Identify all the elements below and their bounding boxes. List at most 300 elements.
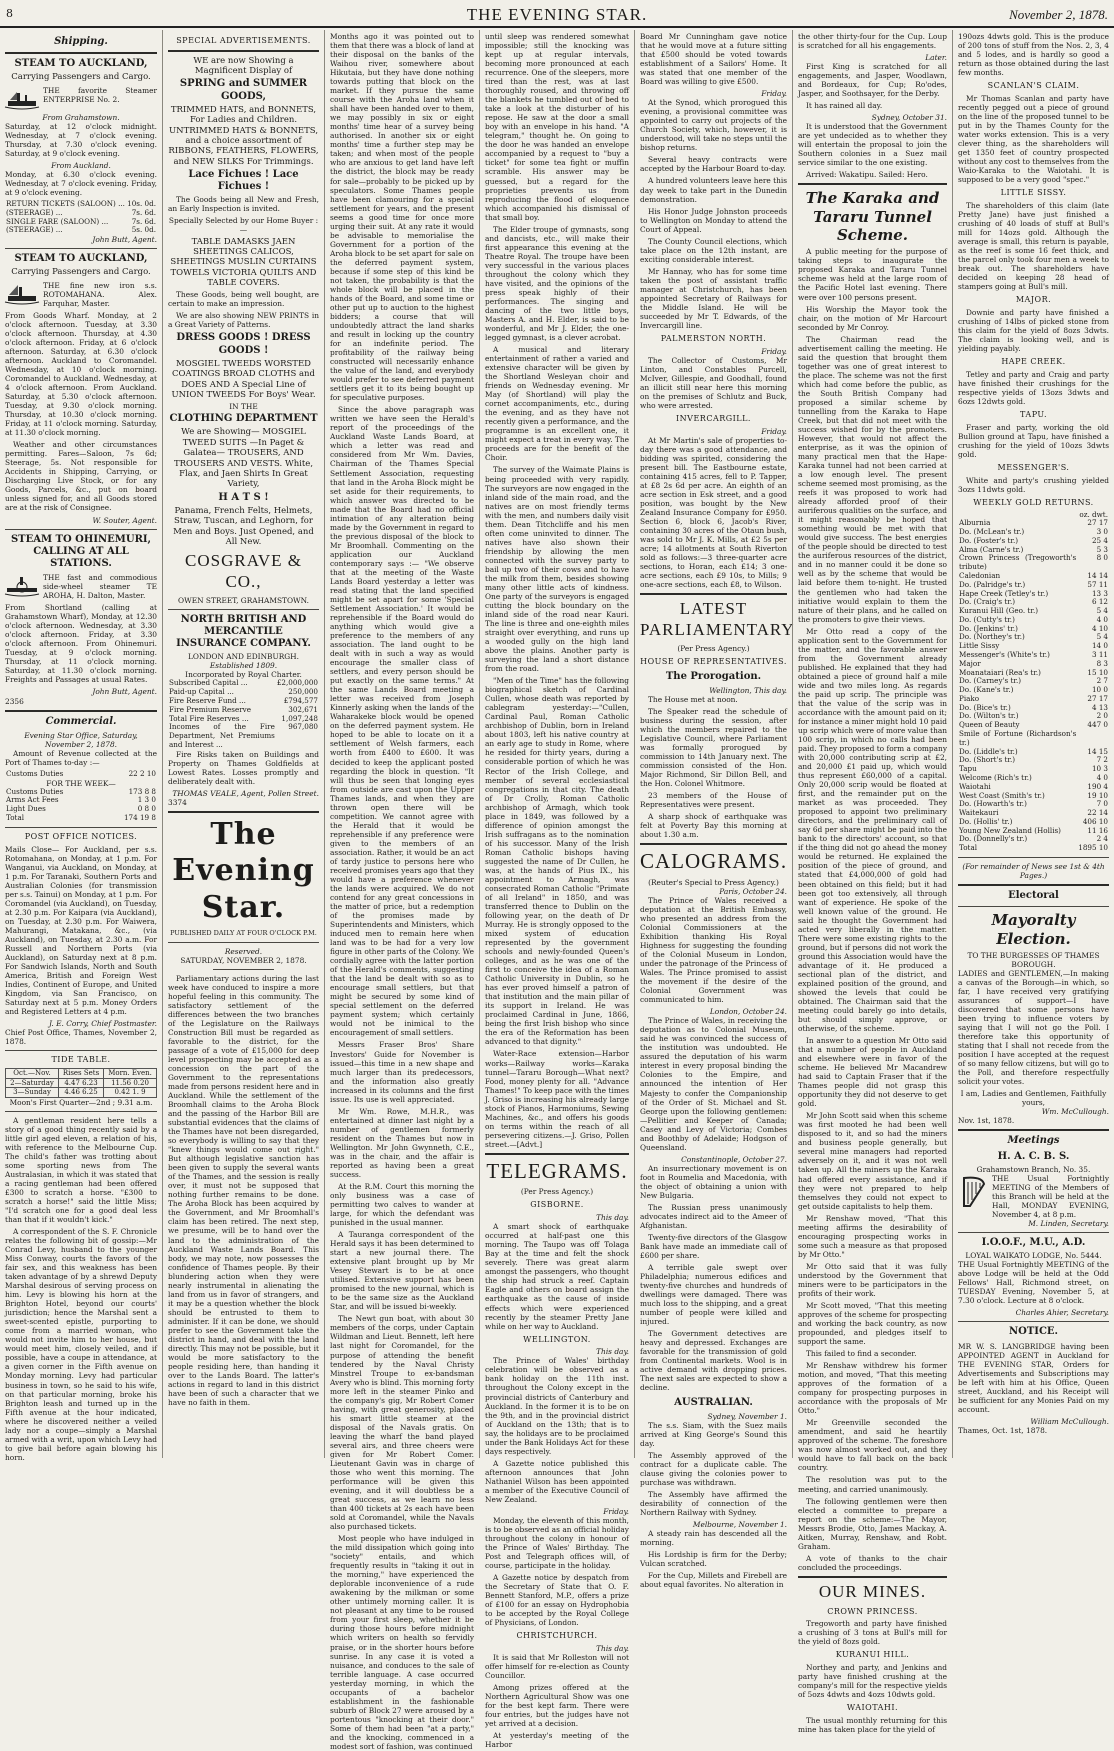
society-name: H. A. C. B. S. [997, 1150, 1070, 1162]
article-paragraph: The Chairman read the advertisement calling the meeting. He said the question that brought them together was one of great interest to the place. The scheme was not the first which had come before the public, as the South British Company had proposed a similar scheme by tunnelling from the Karaka to Hape Creek, but that did not meet with the success wished for by the promoters. However, that would not affect the enterprise, as it was the opinion of many practical men that the Hape-Karaka tunnel had not been carried at a low enough level. The present scheme seemed most promising, as the reefs it was proposed to work had already afforded proof of their auriferous qualities on the surface, and it might reasonably be hoped that something would be met with that would give success. The best energies of the people should be directed to test the auriferous resources of the district, and in no manner could it be done so well as by the scheme that would be laid before them to-night. He trusted the gentlemen who had taken the initiative would explain to them the nature of their plans, and he called on the promoters to give their views. [798, 334, 947, 624]
from-label: From Grahamstown. [42, 112, 120, 122]
meeting-notice [958, 1174, 1109, 1219]
dateline-day: Later. [925, 53, 947, 63]
article-paragraph: until sleep was rendered somewhat impossible; still the knocking was kept up at regular intervals, becoming more pronounced at each recurrence. One of the sleepers, more tired than the rest, was at last thoroughly roused, and throwing off the blankets he tumbled out of bed to take a look at the disturber of his repose. He saw at the door a small boy with an envelope in his hand. "A telegram," thought he. On going to the door he was handed an envelope accompanied by a request to "buy a ticket" for some tea fight or muffin scramble. His answer may be guessed, but a regard for the proprieties prevents us from reproducing the flood of eloquence which accompanied his dismissal of that small boy. [485, 32, 629, 222]
dateline-day: Friday. [603, 1506, 629, 1516]
columns [0, 30, 1114, 1751]
secretary-signature: Charles Ahier, Secretary. [1015, 1308, 1109, 1318]
table-row: Do. (Foster's tr.) 25 4 [959, 535, 1108, 545]
mine-paragraph: 190ozs 4dwts gold. This is the produce of 200 tons of stuff from the Nos. 2, 3, 4 and 5 lodes, and is hardly so good a return as those obtained during the last few months. [958, 32, 1109, 78]
telegram-paragraph: the other thirty-four for the Cup. Loup is scratched for all his engagements. [798, 32, 947, 51]
divider [5, 1111, 157, 1112]
table-row: Fire Reserve Fund ... £794,577 [169, 695, 318, 705]
article-paragraph: Mr Otto said that it was fully understood by the Government that miners were to be participators in the profits of their work. [798, 1261, 947, 1298]
mine-heading: SCANLAN'S CLAIM. [987, 81, 1080, 91]
table-row: Do. (Palridge's tr.) 57 11 [959, 579, 1108, 589]
fares-table [5, 200, 157, 235]
advertisement-paragraph: Water-Race extension—Harbor works—Railway works—Karaka tunnel—Tararu Borough—What next? Food, money plenty for all. "Advance Thames!" To keep pace with the times J. Griso is increasing his already large stock of Pianos, Harmoniums, Sewing Machines, &c., and offers his goods on terms within the reach of all persevering citizens.—J. Griso, Pollen street.—[Advt.] [485, 1049, 629, 1149]
mine-heading: CROWN PRINCESS. [827, 1606, 918, 1616]
ad-text: The Goods being all New and Fresh, an Early Inspection is invited. [168, 195, 319, 214]
article-paragraph: Most people who have indulged in the mild dissipation which going into "society" entails, and which frequently results in "taking it out in the morning," have experienced the deplorable inconvenience of a rude awakening by the milkman or some other untimely morning caller. It is not pleasant at any time to be roused from your first sleep, whether it be during those hours before midnight which writers on health so fervidly praise, or in the shorter hours before sunrise. In any case it is voted a nuisance, and conduces to the sale of terrible language. A case occurred yesterday morning, in which the occupants of a bachelor establishment in the fashionable suburb of Block 27 were aroused by a portentous "knocking at their door." Some of them had been "at a party," and the knocking, commenced in a modest sort of fashion, was continued [330, 1534, 474, 1751]
telegram-paragraph: A sharp shock of earthquake was felt at Poverty Bay this morning at about 1.30 a.m. [640, 812, 787, 840]
dateline-day: London, October 24. [709, 1007, 787, 1017]
ad-items: TRIMMED HATS, and BONNETS, For Ladies and Children. UNTRIMMED HATS & BONNETS, and a choice assortment of RIBBONS, FEATHERS, FLOWERS, and NEW SILKS For Trimmings. [168, 104, 319, 167]
mine-paragraph: Northey and party, and Jenkins and party have finished crushing at the company's mill for the respective yields of 5ozs 4dwts and 4ozs 10dwts gold. [798, 1663, 947, 1700]
dateline-place: CHRISTCHURCH. [516, 1631, 598, 1641]
reserved-note: Reserved. [224, 946, 263, 956]
ad-text: We are also showing NEW PRINTS in a Great Variety of Patterns. [168, 311, 319, 330]
house-heading: HOUSE OF REPRESENTATIVES. [640, 656, 787, 666]
table-row: Moanataiari (Rea's tr.) 15 10 [959, 667, 1108, 677]
ad-number: 3374 [168, 797, 187, 807]
publication-note: PUBLISHED DAILY AT FOUR O'CLOCK P.M. [170, 928, 317, 937]
ad-text: These Goods, being well bought, are certain to make an impression. [168, 290, 319, 309]
table-row: Little Sissy 14 0 [959, 641, 1108, 651]
article-paragraph: A correspondent of the S. F. Chronicle relates the following bit of gossip:—Mr Conrad Levy, husband to the younger Miss Conway, courts the favors of the fair sex, and this weakness has been taken advantage of by a shrewd Deputy Marshal desirous of serving process on him. Levy is blowing his horn at the Brighton Hotel, beyond our courts' jurisdiction; hence the Marshal sent a sweet-scented epistle, purporting to come from a married woman, who would not invite him to her house, but would meet him, closely veiled, and if possible, have a coupe in attendance, at a given corner in the Fifth avenue on Monday morning. Levy had particular business in town, so he said to his wife, on that particular morning, broke his Brighton leash and turned up in the Fifth avenue at the hour indicated, where he discovered neither a veiled lady nor a coupe—simply a Marshal armed with a writ, upon which Levy had to give bail before again blowing his horn. [5, 1226, 157, 1462]
column-2 [162, 30, 324, 1458]
divider [958, 884, 1109, 886]
table-row: Do. (Short's tr.) 7 2 [959, 755, 1108, 765]
burgesses-heading: TO THE BURGESSES OF THAMES BOROUGH. [967, 950, 1100, 969]
table-row: Young New Zealand (Hollis) 11 16 [959, 825, 1108, 835]
ship-ad [5, 86, 157, 110]
table-row: Messenger's (White's tr.) 3 11 [959, 650, 1108, 659]
telegram-paragraph: His Lordship is firm for the Derby; Vulcan scratched. [640, 1550, 787, 1569]
schedule: Monday, at 6.30 o'clock evening. Wednesday, at 7 o'clock evening. Friday, at 9 o'clock evening. [5, 169, 157, 197]
table-row: Waiotahi 190 4 [959, 781, 1108, 791]
section-heading: Meetings [1007, 1135, 1060, 1147]
table-row: Do. (Wilton's tr.) 2 0 [959, 711, 1108, 721]
divider [5, 827, 157, 828]
ad-headline: CLOTHING DEPARTMENT [169, 413, 318, 425]
article-paragraph: Mr Scott moved, "That this meeting approves of the scheme for prospecting and working the back country, as now propounded, and pledges itself to support the same. [798, 1300, 947, 1347]
lodge-name: LOYAL WAIKATO LODGE, No. 5444. [965, 1251, 1102, 1261]
telegram-paragraph: The Prince of Wales' birthday celebration will be observed as a bank holiday on the 11th inst. throughout the Colony except in the provincial districts of Canterbury and Auckland. In the former it is to be on the 9th, and in the provincial district of Auckland on the 13th; that is to say, the holidays are to be proclaimed under the Bank Holidays Act for these days respectively. [485, 1356, 629, 1456]
telegram-paragraph: Several heavy contracts were accepted by the Harbour Board to-day. [640, 155, 787, 174]
dateline-day: Friday. [761, 426, 787, 436]
divider [798, 183, 947, 185]
dateline-place: WELLINGTON. [523, 1334, 591, 1344]
ad-title: STEAM TO AUCKLAND, [14, 253, 148, 265]
ship-name: THE favorite Steamer ENTERPRISE No. 2. [43, 85, 157, 104]
mine-paragraph: The usual monthly returning for this mine has taken place for the yield of [798, 1716, 947, 1735]
telegram-paragraph: 23 members of the House of Representatives were present. [640, 791, 787, 810]
article-paragraph: This failed to find a seconder. [806, 1349, 917, 1359]
section-heading: SPECIAL ADVERTISEMENTS. [176, 36, 311, 45]
agent-signature: W. Souter, Agent. [92, 515, 157, 525]
telegram-paragraph: Among prizes offered at the Northern Agricultural Show was one for the best kept farm. There were four entries, but the judges have not yet arrived at a decision. [485, 1683, 629, 1729]
revenue-intro: Amount of Revenue collected at the Port of Thames to-day :— [5, 748, 157, 767]
masthead [0, 0, 1114, 28]
post-office-date: Chief Post Office, Thames, November 2, 1878. [5, 1028, 157, 1047]
newspaper-nameplate: The Evening Star. [172, 816, 315, 926]
table-row: Major 8 3 [959, 658, 1108, 668]
table-row: Smile of Fortune (Richardson's tr.) [959, 729, 1077, 747]
table-row: Customs Duties 173 8 8 [6, 786, 156, 796]
telegram-paragraph: Monday, the eleventh of this month, is to be observed as an official holiday throughout the colony in honour of the Prince of Wales' Birthday. The Post and Telegraph offices will, of course, participate in the holiday. [485, 1515, 629, 1571]
divider [5, 248, 157, 249]
ad-title: STEAM TO OHINEMURI, CALLING AT ALL STATIONS. [10, 533, 152, 569]
divider [213, 969, 273, 970]
dateline-day: This day. [596, 1644, 629, 1654]
insurance-table [168, 679, 319, 749]
branch-name: Grahamstown Branch, No. 35. [976, 1164, 1091, 1174]
table-row: Customs Duties 22 2 10 [6, 768, 156, 778]
telegram-paragraph: At Mr Martin's sale of properties to-day there was a good attendance, and bidding was spirited, considering the present bill. The Eastbourne estate, containing 415 acres, fell to P. Tapper, at £8 2s 6d per acre. An eighth of an acre section in Esk street, and a good position, was bought by the New Zealand Insurance Company for £950. Section 6, block 6, Jacob's River, containing 30 acres of the Otaun bush, was sold to Mr J. K. Mills, at £2 5s per acre; 14 allotments at South Riverton sold as follows:—3 three-quarter acre sections, to Horan, each £14; 3 one-acre sections, each £9 10s, to Mills; 9 one-acre sections, each £8, to Wilson. [640, 435, 787, 590]
divider [958, 1232, 1109, 1233]
mine-heading: WAIOTAHI. [846, 1703, 899, 1713]
telegram-paragraph: At yesterday's meeting of the Harbor [485, 1731, 629, 1750]
office-line: Evening Star Office, Saturday, November 2, 1878. [24, 730, 138, 749]
table-row: Do. (Kane's tr.) 10 0 [959, 685, 1108, 695]
divider [958, 1321, 1109, 1322]
page-number: 8 [6, 7, 13, 20]
table-row: Welcome (Rich's tr.) 4 0 [959, 772, 1108, 782]
section-heading: Shipping. [54, 36, 108, 47]
divider [640, 843, 787, 845]
letter-closing: I am, Ladies and Gentlemen, Faithfully yours, [960, 1089, 1107, 1108]
mine-paragraph: Fraser and party, working the old Bullion ground at Tapu, have finished a crushing for the yield of 10ozs 3dwts gold. [958, 422, 1109, 459]
society-name: I.O.O.F., M.U., A.D. [981, 1237, 1086, 1248]
table-row: Incomes of the Fire Department, Net Premiums and Interest ... 967,080 [169, 722, 318, 749]
issue-date: November 2, 1878. [1009, 7, 1108, 22]
insurance-title: NORTH BRITISH AND MERCANTILE INSURANCE COMPANY. [176, 613, 311, 650]
tide-table [5, 1068, 157, 1098]
section-heading: AUSTRALIAN. [674, 1396, 753, 1408]
divider [168, 50, 319, 52]
column-7 [952, 30, 1114, 1458]
insurance-established: Established 1809. [209, 661, 278, 671]
table-row: (STEERAGE) ... 5s. 0d. [6, 225, 156, 235]
telegram-paragraph: Board Mr Cunningham gave notice that he would move at a future sitting that £500 should be voted towards establishment of a Sailors' Home. It was stated that one member of the Board was willing to give £500. [640, 32, 787, 87]
table-row: RETURN TICKETS (SALOON) ... 10s. 0d. [6, 199, 156, 209]
ad-subtitle: Carrying Passengers and Cargo. [11, 267, 151, 278]
table-row: Kuranui Hill (Geo. tr.) 5 4 [959, 606, 1108, 616]
table-row: Do. (Cutty's tr.) 4 0 [959, 614, 1108, 624]
customs-table [5, 770, 157, 779]
dateline-day: Melbourne, November 1. [692, 1520, 787, 1530]
table-row: Do. (Hollis' tr.) 406 10 [959, 816, 1108, 826]
mine-heading: MESSENGER'S. [997, 462, 1070, 472]
table-row: Do. (Bice's tr.) 4 13 [959, 702, 1108, 712]
schedule: Saturday, at 12 o'clock midnight. Wednesday, at 7 o'clock evening. Thursday, at 7.30 o'clock evening. Saturday, at 9 o'clock evening. [5, 121, 157, 158]
divider [168, 811, 319, 813]
agency-note: (Reuter's Special to Press Agency.) [648, 877, 779, 887]
telegram-paragraph: At the Synod, which prorogued this evening, a provisional committee was appointed to carry out projects of the Church Society, which, however, it is understood, will take no steps until the bishop returns. [640, 98, 787, 153]
telegram-paragraph: It is understood that the Government are yet undecided as to whether they will entertain the proposal to join the Southern colonies in a Suez mail service similar to the one existing. [798, 122, 947, 168]
table-row: Alburnia 27 17 [959, 518, 1108, 528]
week-table [5, 788, 157, 823]
column-3 [324, 30, 479, 1751]
ad-subtitle: Carrying Passengers and Cargo. [11, 72, 151, 83]
telegram-paragraph: The s.s. Siam, with the Suez mails arrived at King George's Sound this day. [640, 1420, 787, 1448]
ad-items: We are Showing— MOSGIEL TWEED SUITS —In Paget & Galatea— TROUSERS, AND TROUSERS AND VESTS. White, Flax, and Jaen Shirts In Great Variety, [173, 427, 314, 490]
section-heading: CALOGRAMS. [640, 849, 788, 874]
table-row: Do. (Craig's tr.) 6 12 [959, 597, 1108, 607]
table-row: Alma (Carne's tr.) 5 3 [959, 544, 1108, 554]
mine-paragraph: Downie and party have finished a crushing of 14lbs of picked stone from this claim for the yield of 8ozs 3dwts. The claim is looking well, and is yielding payably. [958, 308, 1109, 354]
meeting-text: THE Usual Fortnightly MEETING of the Members of this Branch will be held at the Hall, MONDAY EVENING, November 4, at 8 p.m. [992, 1173, 1109, 1219]
table-row: Do. (Donnelly's tr.) 2 4 [959, 834, 1108, 844]
agent-signature: John Butt, Agent. [92, 687, 157, 697]
weekly-gold-heading: WEEKLY GOLD RETURNS. [973, 497, 1094, 507]
article-paragraph: A musical and literary entertainment of rather a varied and extensive character will be given by the Shortland Wesleyan choir and friends on Wednesday evening. Mr May (of Shortland) will play the cornet accompaniments, etc., during the evening, and as they have not recently given a performance, and the programme is an excellent one, it might expect a treat in every way. The proceeds are for the benefit of the Choir. [485, 345, 629, 463]
ship-ad [5, 281, 157, 308]
article-paragraph: At the R.M. Court this morning the only business was a case of permitting two calves to wander at large, for which the defendant was punished in the usual manner. [330, 1181, 474, 1228]
column-1 [0, 30, 162, 1462]
table-row: Caledonian 14 14 [959, 570, 1108, 580]
table-row: Total 1895 10 [959, 843, 1108, 853]
telegram-paragraph: The Prince of Wales received a deputation at the British Embassy, who presented an address from the Colonial Commissioners at the Exhibition thanking His Royal Highness for suggesting the founding of the Colonial Museum in London, under the patronage of the Princess of Wales. The Prince promised to assist the movement if the desire of the Colonial Government was communicated to him. [640, 895, 787, 1005]
table-row: Do. (McLean's tr.) 3 0 [959, 527, 1108, 537]
ad-headline: DRESS GOODS ! DRESS GOODS ! [176, 332, 311, 356]
election-letter: LADIES and GENTLEMEN,—In making a canvas of the Borough—in which, so far, I have received very gratifying assurances of support—I have discovered that some persons have been trying to influence voters by saying that I will not go the Poll. I therefore take this opportunity of stating that I shall not recede from the position I have accepted at the request of so many fellow citizens, but will go to the Poll, and therefore respectfully solicit your votes. [958, 968, 1109, 1087]
dateline-day: This day. [596, 1347, 629, 1357]
ship-name: THE fine new iron s.s. ROTOMAHANA. Alex. Farquhar, Master. [43, 280, 157, 308]
divider [640, 593, 787, 595]
divider [168, 942, 319, 943]
post-notices: Mails Close— For Auckland, per s.s. Rotomahana, on Monday, at 1 p.m. For Wanganui, via Auckland, on Monday, at 1 p.m. For Taranaki, Southern Ports and Australian Colonies (for transmission per s.s. Tainui) on Monday, at 1 p.m. For Coromandel (via Auckland), on Tuesday, at 2.30 p.m. For Kaipara (via Auckland), on Tuesday, at 2.30 p.m. For Waiwera, Mahurangi, Matakana, &c., (via Auckland), on Tuesday, at 2.30 a.m. For Russell and Northern Ports (via Auckland), on Saturday next at 8 p.m. For Sandwich Islands, North and South America, British and Foreign West Indies, Continent of Europe, and United Kingdom, via San Francisco, on Saturday next at 5 p.m. Money Orders and Registered Letters at 4 p.m. [5, 844, 157, 1017]
mine-paragraph: White and party's crushing yielded 3ozs 11dwts gold. [958, 475, 1109, 494]
telegram-paragraph: The Collector of Customs, Mr Linton, and Constables Purcell, McIver, Gillespie, and Goodhall, found an illicit still near here this morning on the premises of Schlutz and Buck, who were arrested. [640, 355, 787, 410]
subheading: The Prorogation. [665, 670, 762, 682]
telegram-paragraph: First King is scratched for all engagements, and Jasper, Woodlawn, and Bordeaux, for Cup; Ro'odes, Jasper, and Soothsayer, for the Derby. [798, 62, 947, 99]
ad-lead: IN THE [229, 402, 258, 412]
divider [958, 1129, 1109, 1131]
divider [958, 857, 1109, 858]
firm-name: COSGRAVE & CO., [185, 551, 302, 591]
table-row: 3—Sunday 4.46 6.25 0.42 1. 9 [6, 1088, 157, 1098]
agency-note: (Per Press Agency.) [520, 1187, 594, 1197]
table-row: Total Fire Reserves ... 1,097,248 [169, 713, 318, 723]
paddle-steamer-icon [5, 573, 39, 597]
letter-signature: Wm. McCullough. [1041, 1107, 1109, 1117]
schedule: From Goods Wharf. Monday, at 2 o'clock afternoon. Tuesday, at 3.30 o'clock afternoon. Thursday, at 4.30 o'clock afternoon. Friday, at 6 o'clock afternoon. Saturday, at 6.30 o'clock afternoon. Auckland to Coromandel. Wednesday, at 10 o'clock morning. Coromandel to Auckland. Wednesday, at 4 o'clock afternoon. From Auckland. Saturday, at 5.30 o'clock afternoon. Tuesday, at 9.30 o'clock morning. Thursday, at 10.30 o'clock morning. Friday, at 11 o'clock morning. Saturday, at 11.30 o'clock morning. [5, 310, 157, 438]
telegram-paragraph: The Government detectives are heavy and depressed. Exchanges are favorable for the transmission of gold from Continental markets. Wool is in active demand with dropping prices. The next sales are expected to show a decline. [640, 1329, 787, 1393]
ad-items: MOSGIEL TWEEDS WORSTED COATINGS BROAD CLOTHS and DOES AND A Special Line of UNION TWEEDS For Boys' Wear. [171, 358, 316, 400]
divider [5, 710, 157, 712]
divider [5, 529, 157, 530]
divider [168, 609, 319, 610]
telegram-paragraph: Mr Hannay, who has for some time taken the post of assistant traffic manager at Christchurch, has been appointed Secretary of Railways for the Middle Island. He will be succeeded by Mr T. Edwards, of the Invercargill line. [640, 266, 787, 330]
article-paragraph: Mr John Scott said when this scheme was first mooted he had been well disposed to it, and so had the miners and business people generally, but several mine managers had reported adversely on it, and it was not well taken up. All the miners up the Karaka had offered every assistance, and if they were not prepared to help themselves they could not expect to get outside capitalists to help them. [798, 1111, 947, 1211]
article-paragraph: A public meeting for the purpose of taking steps to inaugurate the proposed Karaka and Tararu Tunnel scheme was held at the large room of the Pacific Hotel last evening. There were over 100 persons present. [798, 247, 947, 302]
dateline-day: Sydney, October 31. [871, 113, 947, 123]
section-heading: Electoral [1008, 890, 1059, 902]
article-paragraph: Mr Renshaw moved, "That this meeting affirms the desirability of encouraging prospecting works in some such a measure as that proposed by Mr Otto." [798, 1213, 947, 1259]
ad-headline: H A T S ! [218, 491, 269, 503]
telegram-paragraph: The Assembly approved of the contract for a duplicate cable. The clause giving the colonies power to purchase was withdrawn. [640, 1450, 787, 1487]
telegram-paragraph: It has rained all day. [806, 101, 883, 111]
ad-headline: Lace Fichues ! Lace Fichues ! [188, 169, 299, 193]
ad-title: STEAM TO AUCKLAND, [14, 58, 148, 70]
article-paragraph: Mr Otto read a copy of the application sent to the Government for the matter, and the favorable answer from the Government already published. He explained that they had obtained a piece of ground half a mile wide and two miles long. As regards the paid up scrip. The principle was that the value of the scrip was in accordance with the amount paid on it; for instance a miner might hold 10 paid up scrip which were of more value than 100 scrip, in which no calls had been paid. They proposed to form a company with 20,000 contributing scrip at £2, and 20,000 £1 paid up, which would thus represent £60,000 of a capital. Only 20,000 scrip would be floated at first, and the remainder put on the market as was proceeded. They proposed to appoint two preliminary directors, and the preliminary call of say 6d per share might be paid into the bank to the directors' account, so that if the thing did not go ahead the money would be returned. He explained the position of the piece of ground, and stated that £4,000,000 of gold had been obtained on this field; but it had been got too extensively, all through want of experience. He spoke of the well known value of the ground. He said he thought the Government had acted very liberally in the matter. There were some existing rights to the ground, but if persons did not work the ground this Association would have the advantage of it. He produced a sectional plan of the district, and explained position of the ground, and showed the levels that could be obtained. The Chairman said that the meeting could barely go into details, but should simply approve, or otherwise, of the scheme. [798, 626, 947, 1034]
notice-signature: William McCullough. [1030, 1416, 1109, 1426]
ad-text: Specially Selected by our Home Buyer :— [168, 216, 319, 235]
table-row: Do. (Carney's tr.) 2 7 [959, 676, 1108, 686]
table-row: Subscribed Capital ... £2,000,000 [169, 678, 318, 688]
table-row: Piako 27 17 [959, 693, 1108, 703]
article-paragraph: In answer to a question Mr Otto said that a number of people in Auckland and elsewhere were in favor of the scheme. He believed Mr Macandrew had said to Captain Fraser that if the Thames people did not grasp this opportunity they did not deserve to get gold. [798, 1036, 947, 1109]
table-row: Tapu 10 3 [959, 764, 1108, 774]
meeting-text: THE Usual Fortnightly MEETING of the above Lodge will be held at the Odd Fellows' Hall, Richmond street, on TUESDAY Evening, November 5, at 7.30 o'clock. Lecture at 8 o'clock. [958, 1260, 1109, 1306]
ship-name: THE fast and commodious side-wheel steamer TE AROHA, H. Dalton, Master. [43, 573, 157, 601]
telegram-paragraph: The Russian press unanimously advocates indirect aid to the Ameer of Afghanistan. [640, 1202, 787, 1230]
steamship-icon [5, 281, 39, 305]
secretary-signature: M. Linden, Secretary. [1028, 1218, 1109, 1228]
telegram-paragraph: A steady rain has descended all the morning. [640, 1529, 787, 1548]
article-paragraph: The survey of the Waimate Plains is being proceeded with very rapidly. The surveyors are now engaged in the inland side of the main road, and the natives are on most friendly terms with the men, and numbers daily visit them. Dean Titchcliffe and his men often come uninvited to dinner. The natives have also shown their friendship by allowing the men connected with the survey party to bail up two of their cows and to have the milk from them, besides showing many other little acts of kindness. One party of the surveyors is engaged cutting the block boundary on the inland side of the road near Kauri. The line is three and one-eighth miles straight over everything, and runs up a wooded gully on the high land above the plains. Another party is surveying the land a short distance from the road. [485, 465, 629, 674]
table-row: Fire Premium Reserve 302,671 [169, 704, 318, 714]
article-paragraph: Since the above paragraph was written we have seen the Herald's report of the proceedings of the Auckland Waste Lands Board, at which a letter was read and considered from Mr Wm. Davies, Chairman of the Thames Special Settlement Association, requesting that land in the Aroha Block might be set aside for their requirements, to which answer was directed to be made that the Board had no official intimation of any alteration being made by the Government in regard to the previous disposal of the block to Mr Broomhall. Commenting on the application our Auckland contemporary says :— "We observe that at the meeting of the Waste Lands Board yesterday a letter was read stating that the land specified might be set apart for some 'Special Settlement Association.' It would be reprehensible if the Board would do anything which would give a preference to the members of any association. The land ought to be dealt with in such a way as would encourage the smaller class of settlers, and every person should be put exactly on the same terms." At the same Lands Board meeting a letter was received from Joseph Kinnerly asking when the lands of the Waharakeke block would be opened on the deferred payment system. He hoped to be able to locate on it a settlement of Welsh farmers, each worth from £400 to £600. It was decided to keep the applicant posted regarding the block in question. "It will thus be seen that longing eyes from outside are cast upon the Upper Thames lands, and when they are thrown open there will be competition. We cannot agree with the Herald that it would be reprehensible if any preference were given to the members of an association. Rather, it would be an act of tardy justice to persons here who received promises years ago that they would have a preference whenever the lands were acquired. We do not contend for any great concessions in the matter of price, but a redemption of the promises made by Superintendents and Ministers, which induced men to remain here when land was to be had for a very low figure in other parts of the Colony. We cordially agree with the latter portion of the Herald's comments, suggesting that the land be dealt with so as to encourage small settlers, but that might be secured by some kind of special settlement on the deferred payment system; which certainly would not be inimical to the encouragement of small settlers. [330, 405, 474, 1038]
harp-emblem-icon [958, 1174, 988, 1210]
mine-heading: LITTLE SISSY. [1000, 188, 1067, 198]
gold-returns-table [958, 511, 1109, 853]
notice-text: MR W. S. LANGBRIDGE having been APPOINTED AGENT in Auckland for THE EVENING STAR, Orders for Advertisements and Subscriptions may be left with him at his Office, Queen street, Auckland, and his Receipt will be sufficient for any Monies Paid on my account. [958, 1341, 1109, 1414]
section-heading: OUR MINES. [818, 1581, 927, 1601]
column-5 [634, 30, 795, 1590]
dateline-day: Constantinople, October 27. [681, 1154, 787, 1164]
article-paragraph: Messrs Fraser Bros' Share Investors' Guide for November is issued—this time in a new shape and much larger than its predecessors, and the information also greatly increased in its columns and the first issue. Its use is well appreciated. [330, 1040, 474, 1104]
section-heading: POST OFFICE NOTICES. [24, 831, 138, 841]
divider [958, 906, 1109, 907]
mine-paragraph: Tregoworth and party have finished a crushing of 3 tons at Bull's mill for the yield of 8ozs gold. [798, 1619, 947, 1647]
telegram-paragraph: The House met at noon. [648, 694, 738, 704]
mine-heading: KURANUI HILL. [835, 1650, 910, 1660]
ad-lead: WE are now Showing a Magnificent Display of [193, 55, 294, 77]
table-row: Paid-up Capital ... 250,000 [169, 687, 318, 697]
election-heading: Mayoralty Election. [991, 911, 1076, 948]
article-paragraph: Mr Greenville seconded the amendment, and said he heartily approved of the scheme. The foreshore was now almost worked out, and they would have to fall back on the back country. [798, 1418, 947, 1473]
dateline-day: Friday. [761, 346, 787, 356]
table-row: Arms Act Fees 1 3 0 [6, 795, 156, 805]
table-row: Do. (Northey's tr.) 5 4 [959, 632, 1108, 642]
table-row: (STEERAGE) ... 7s. 6d. [6, 207, 156, 217]
table-row: Do. (Liddle's tr.) 14 15 [959, 746, 1108, 756]
divider [5, 1050, 157, 1051]
ad-text: Fire Risks taken on Buildings and Property on Thames Goldfields at Lowest Rates. Losses promptly and deliberately dealt with. [168, 749, 319, 786]
dateline-day: Wellington, This day. [709, 685, 787, 695]
telegram-paragraph: A hundred volunteers leave here this day week to take part in the Dunedin demonstration. [640, 176, 787, 204]
table-row: 2—Saturday 4.47 6.23 11.56 0.20 [6, 1078, 157, 1088]
section-heading: The Karaka and Tararu Tunnel Scheme. [805, 189, 940, 245]
section-heading: LATEST PARLIAMENTARY [640, 599, 795, 639]
telegram-paragraph: It is said that Mr Rolleston will not offer himself for re-election as County Councillor. [485, 1653, 629, 1681]
insurance-incorporated: Incorporated by Royal Charter. [185, 670, 302, 680]
agent-signature: John Butt, Agent. [92, 235, 157, 245]
notice-date: Thames, Oct. 1st, 1878. [958, 1425, 1048, 1435]
letter-date: Nov. 1st, 1878. [958, 1116, 1015, 1126]
schedule: From Shortland (calling at Grahamstown Wharf), Monday, at 12.30 o'clock afternoon. Wednesday, at 3.30 o'clock afternoon. Friday, at 3.30 o'clock afternoon. From Ohinemuri. Tuesday, at 9 o'clock morning. Thursday, at 11 o'clock morning. Saturday, at 11.30 o'clock morning. Freights and Passages at usual Rates. [5, 603, 157, 685]
table-row: Do. (Jenkins' tr.) 4 10 [959, 623, 1108, 633]
telegram-paragraph: The County Council elections, which take place on the 12th instant, are exciting considerable interest. [640, 236, 787, 264]
editorial-paragraph: Parliamentary actions during the last week have conduced to inspire a more hopeful feeling in this community. The satisfactory settlement of the differences between the two branches of the Legislature on the Railways Construction Bill must be regarded as favorable to the district, for the passage of a vote of £15,000 for deep level prospecting may be accepted as a concession on the part of the Government to the representations made from persons resident here and in Auckland. While the settlement of the Broomhall claims to the Aroha Block and the passing of the Harbor Bill are substantial evidences that the claims of the Thames have not been disregarded, so everybody is willing to say that they "knew things would come out right." But although legislative sanction has been given to supply the several wants of the Thames, and the session is really over, it must not be supposed that nothing further remains to be done. The Aroha Block has been acquired by the Government, and Mr Broomhall's claim has been retired. The next step, we presume, will be to hand over the land to the administration of the Auckland Waste Lands Board. This body, we may note, now possesses the confidence of Thames people. By their blundering action when they were nearly instrumental in alienating the land from us in favor of strangers, and it may be a question whether the block should be entrusted to them to administer. If it can be done, we should prefer to see the Government take the district in hand, and deal with the land directly. This may not be possible, but it would be more satisfactory to the people residing here, than handing it over to the Lands Board. The latter's actions in regard to land in this district have been of such a character that we have no faith in them. [168, 973, 319, 1408]
mine-heading: MAJOR. [1015, 295, 1052, 305]
divider [798, 1576, 947, 1578]
newspaper-title: THE EVENING STAR. [466, 5, 648, 24]
insurance-location: LONDON AND EDINBURGH. [188, 652, 299, 662]
dateline-day: Paris, October 24. [719, 886, 787, 896]
telegram-paragraph: His Honor Judge Johnston proceeds to Wellington on Monday to attend the Court of Appeal. [640, 206, 787, 234]
mine-heading: HAPE CREEK. [1001, 357, 1066, 367]
mine-heading: TAPU. [1020, 410, 1047, 420]
notice-heading: NOTICE. [1008, 1326, 1059, 1338]
table-row: Crown Princess (Tregoworth's tribute) 8 0 [959, 553, 1108, 572]
dateline-day: This day. [596, 1213, 629, 1223]
section-heading: Commercial. [45, 715, 117, 727]
mine-paragraph: Tetley and party and Craig and party have finished their crushings for the respective yields of 13ozs 3dwts and 6ozs 12dwts gold. [958, 369, 1109, 407]
article-paragraph: "Men of the Time" has the following biographical sketch of Cardinal Cullen, whose death was reported by cablegram yesterday:—"Cullen, Cardinal Paul, Roman Catholic archbishop of Dublin, born in Ireland about 1803, left his native country at an early age to study in Rome, where he resided for thirty years, during a considerable portion of which he was Rector of the Irish College, and member of several ecclesiastical congregations in that city. The death of Dr Crolly, Roman Catholic archbishop of Armagh, which took place in 1849, was followed by a difference of opinion amongst the Irish suffragans as to the nomination of his successor. Many of the Irish Roman Catholic bishops having suggested the name of Dr Cullen, he was, at the hands of Pius IX., his appointment to Armagh, was consecrated Roman Catholic "Primate of all Ireland" in 1850, and was transferred thence to Dublin on the following year, on the death of Dr Murray. He is strongly opposed to the mixed system of education represented by the government schools and newly-founded Queen's colleges, and as he was one of the first to conceive the idea of a Roman Catholic University in Dublin, so he has ever proved himself a patron of that institution and the main pillar of its support in Ireland. He was proclaimed Cardinal in June, 1866, being the first Irish bishop who since the era of the Reformation has been advanced to that dignity." [485, 676, 629, 1047]
firm-address: OWEN STREET, GRAHAMSTOWN. [178, 595, 309, 605]
section-heading: TIDE TABLE. [51, 1055, 111, 1065]
ad-number: 2356 [5, 696, 24, 706]
editorial-date: SATURDAY, NOVEMBER 2, 1878. [180, 955, 307, 965]
section-heading: TELEGRAMS. [486, 1158, 628, 1183]
article-paragraph: A Tauranga correspondent of the Herald says it has been determined to start a new journal there. The extensive plant brought up by Mr Vesey Stewart is to be at once utilised. Extensive support has been promised to the new journal, which is to be the same size as the Auckland Star, and will be issued bi-weekly. [330, 1230, 474, 1312]
column-4 [479, 30, 634, 1750]
telegram-paragraph: A terrible gale swept over Philadelphia; numerous edifices and twenty-five churches and hundreds of dwellings were damaged. There was much loss to the shipping, and a great number of people were killed and injured. [640, 1263, 787, 1327]
table-row: Do. (Howarth's tr.) 7 0 [959, 799, 1108, 809]
divider [5, 52, 157, 54]
ship-ad [5, 573, 157, 600]
dateline-place: PALMERSTON NORTH. [660, 333, 767, 343]
telegram-paragraph: Twenty-five directors of the Glasgow Bank have made an immediate call of £600 per share. [640, 1232, 787, 1261]
article-paragraph: Months ago it was pointed out to them that there was a block of land at their disposal on the banks of the Waihou river, somewhere about Hikutaia, but they have done nothing towards putting that block on the market. If they pursue the same course with the Aroha land when it shall have been handed over to them, we may possibly in six or eight months' time hear of a survey being authorised. In another six or eight months' time a further step may be taken; and when most of the people who are anxious to get land have left the district, the block may be ready for sale—probably to be picked up by speculators. Some Thames people have been clamouring for a special settlement for years, and the present seems a good time for once more urging their suit. At any rate it would be advisable to memorialise the Government for a portion of the Aroha block to be set apart for sale on the deferred payment system, because if some step of this kind be not taken, the probability is that the whole block will be placed in the hands of the Board, and some time or other put up to auction to the highest bidders; a course that will undoubtedly attract the land sharks and result in locking up the country for an indefinite period. The profitability of the railway being constructed will necessarily enhance the value of the land, and everybody would prefer to see deferred payment settlers get it to its being bought up for speculative purposes. [330, 32, 475, 403]
table-row: Waitekauri 22 14 [959, 808, 1108, 818]
steamship-icon [5, 86, 39, 110]
table-header-row: oz. dwt. [1079, 509, 1108, 519]
telegram-paragraph: The Prince of Wales, in receiving the deputation as to Colonial Museum, said he was convinced the success of the institution was undoubted. He assured the deputation of his warm interest in every proposal binding the Colonies to the Empire, and announced the intention of Her Majesty to confer the Companionship of the Order of St. Michael and St. George upon the following gentlemen:—Pellitier and Keeper of Canada; Casey and Levy of Victoria; Combes and Boothby of Adelaide; Hodgson of Queensland. [640, 1016, 787, 1152]
article-paragraph: The Newt gun boat, with about 30 members of the corps, under Captain Wildman and Lieut. Bennett, left here last night for Coromandel, for the purpose of attending the benefit tendered by the Naval Christy Minstrel Troupe to ex-bandsman Avery who is blind. This morning forty more left in the steamer Pinko and the company's gig, Mr Robert Comer having, with great generosity, placed his smart little steamer at the disposal of the Navals gratis. On leaving the wharf the band played several airs, and three cheers were given for Mr Robert Comer. Lieutenant Gavin was in charge of those who went this morning. The performance will be given this evening, and it will doubtless be a great success, as we learn no less than 400 tickets at 2s each have been sold at Coromandel, while the Navals also purchased tickets. [330, 1314, 474, 1532]
article-paragraph: A gentleman resident here tells a story of a good thing recently said by a little girl aged eleven, a relation of his, with reference to the Melbourne Cup. The child's father was trotting about some sporting news from The Australasian, in which it was stated that a racing gentleman had been offered £300 to scratch a horse. "£300 to scratch a horse!" said the little Miss; "I'd scratch one for a good deal less than that if it wouldn't kick." [5, 1115, 157, 1224]
remainder-note: (For remainder of News see 1st & 4th Pages.) [962, 861, 1105, 880]
article-paragraph: Mr Wm. Rowe, M.H.R., was entertained at dinner last night by a number of gentlemen formerly resident on the Thames but now in Wellington. Mr John Gwynneth, C.E., was in the chair, and the affair is reported as having been a great success. [330, 1106, 474, 1179]
notice-text: Weather and other circumstances permitting. Fares—Saloon, 7s 6d; Steerage, 5s. Not responsible for Accidents in Shipping, Carrying, or Discharging Live Stock, or for any Goods, Parcels, &c., put on board unless signed for, and all Goods stored are at the risk of Consignee. [5, 440, 157, 513]
dateline-place: GISBORNE. [530, 1200, 584, 1210]
ad-items: TABLE DAMASKS JAEN SHEETINGS CALICOS, SHEETINGS MUSLIN CURTAINS TOWELS VICTORIA QUILTS AND TABLE COVERS. [170, 236, 317, 288]
article-paragraph: The following gentlemen were then elected a committee to prepare a report on the scheme:—The Mayor, Messrs Brodie, Otto, James Mackay, A. Aitken, Murray, Renshaw, and Robt. Graham. [798, 1496, 947, 1551]
postmaster-signature: J. E. Corry, Chief Postmaster. [49, 1019, 157, 1029]
telegram-paragraph: For the Cup, Millets and Firebell are about equal favorites. No alteration in [640, 1571, 787, 1590]
agent-signature: THOMAS VEALE, Agent, Pollen Street. [172, 788, 319, 798]
telegram-paragraph: The Assembly have affirmed the desirability of connection of the Northern Railway with Sydney. [640, 1489, 787, 1518]
from-label: From Auckland. [51, 160, 111, 170]
dateline-day: Sydney, November 1. [707, 1411, 787, 1421]
dateline-day: Friday. [761, 89, 787, 99]
telegram-paragraph: A Gazette notice by despatch from the Secretary of State that O. F. Bennett Stanford, M.P., offers a prize of £100 for an essay on Hydrophobia to be accepted by the Royal College of Physicians, of London. [485, 1573, 629, 1628]
telegram-paragraph: The Speaker read the schedule of business during the session, after which the members repaired to the Legislative Council, where Parliament was formally prorogued by commission to 14th January next. The commission consisted of the Hon. Major Richmond, Sir Dillon Bell, and the Hon. Colonel Whitmore. [640, 706, 787, 788]
divider [485, 1153, 629, 1155]
week-heading: FOR THE WEEK— [46, 778, 116, 788]
mine-paragraph: Mr Thomas Scanlan and party have recently pegged out a piece of ground on the line of the proposed tunnel to be put in by the Thames County for the water works extension. This is a very clever thing, as the shareholders will get 1350 feet of country prospected without any cost to themselves from the Waio-Karaka to the Waiotahi. It is supposed to be a very good "spec." [958, 93, 1109, 185]
table-row: Oct.—Nov. Rises Sets Morn. Even. [6, 1068, 157, 1078]
table-row: Light Dues 0 8 0 [6, 804, 156, 814]
article-paragraph: Mr Renshaw withdrew his former motion, and moved, "That this meeting approves of the formation of a company for prospecting purposes in accordance with the proposals of Mr Otto." [798, 1361, 947, 1416]
moon-phase: Moon's First Quarter—2nd ; 9.31 a.m. [9, 1097, 153, 1107]
article-paragraph: A vote of thanks to the chair concluded the proceedings. [798, 1553, 947, 1572]
table-row: West Coast (Smith's tr.) 19 10 [959, 790, 1108, 800]
ad-headline: SPRING and SUMMER GOODS, [179, 78, 308, 102]
article-paragraph: His Worship the Mayor took the chair, on the motion of Mr Harcourt seconded by Mr Conroy. [798, 304, 947, 332]
dateline-place: INVERCARGILL. [676, 413, 751, 423]
table-row: Total 174 19 8 [6, 813, 156, 822]
table-row: Queen of Beauty 447 0 [959, 720, 1108, 730]
table-row: SINGLE FARE (SALOON) ... 7s. 6d. [6, 216, 156, 226]
telegram-paragraph: Arrived: Wakatipu. Sailed: Hero. [806, 170, 928, 180]
mine-paragraph: The shareholders of this claim (late Pretty Jane) have just finished a crushing of 40 loads of stuff at Bull's mill for 14ozs gold. Although the average is small, this return is payable, as the reef is some 16 feet thick, and the parcel only took four men a week to break out. The shareholders have decided on keeping 28 head of stampers going at Bull's mill. [958, 200, 1109, 292]
telegram-paragraph: An insurrectionary movement is on foot in Roumelia and Macedonia, with the object of obtaining a union with New Bulgaria. [640, 1163, 787, 1200]
column-6 [792, 30, 952, 1735]
